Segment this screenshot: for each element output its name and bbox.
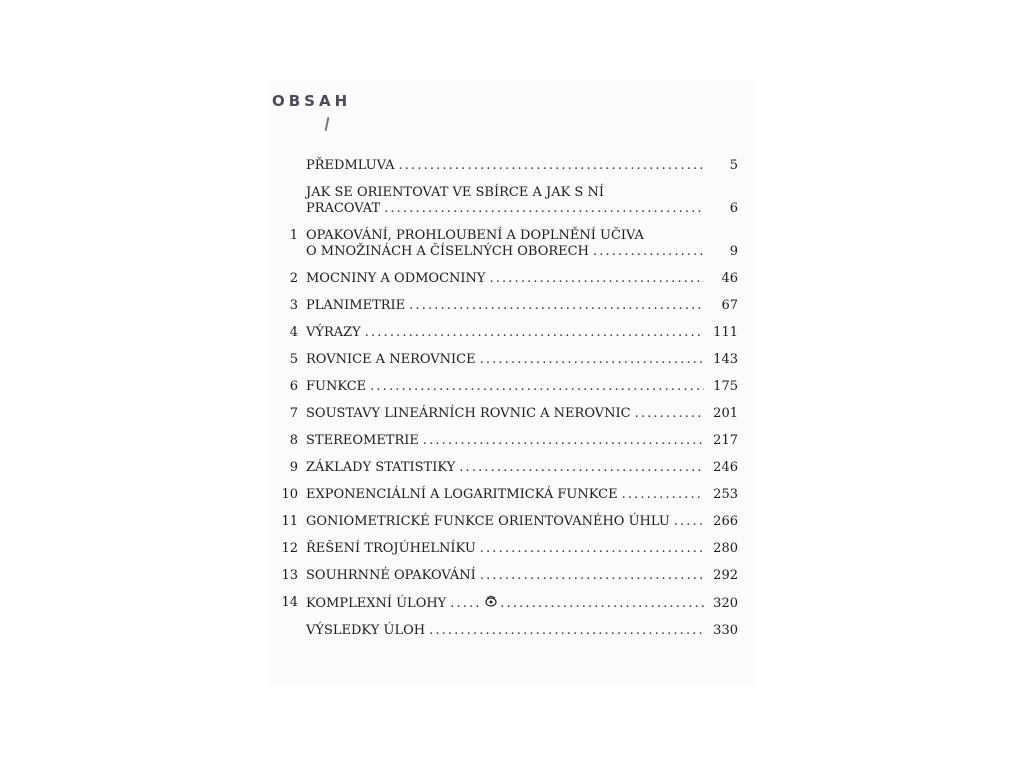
entry-body xyxy=(306,433,738,449)
entry-body xyxy=(306,228,738,260)
toc-entry xyxy=(270,379,738,395)
entry-body xyxy=(306,352,738,368)
page-number: 67 xyxy=(721,298,738,313)
chapter-title: ŘEŠENÍ TROJÚHELNÍKU xyxy=(306,541,476,556)
dot-leader xyxy=(409,298,704,314)
toc-entry xyxy=(270,623,738,639)
entry-body xyxy=(306,158,738,174)
entry-line xyxy=(306,623,738,639)
dot-leader xyxy=(450,596,482,612)
entry-body xyxy=(306,271,738,287)
dot-leader xyxy=(635,406,704,422)
entry-body xyxy=(306,406,738,422)
entry-body xyxy=(306,185,738,217)
chapter-title: ZÁKLADY STATISTIKY xyxy=(306,460,456,475)
entry-line xyxy=(306,228,738,244)
entry-line xyxy=(306,406,738,422)
dot-leader xyxy=(459,460,704,476)
toc-entry xyxy=(270,352,738,368)
entry-line xyxy=(306,325,738,341)
dot-leader xyxy=(480,541,704,557)
page-number: 175 xyxy=(713,379,738,394)
entry-body xyxy=(306,379,738,395)
page-number: 292 xyxy=(713,568,738,583)
dot-leader xyxy=(622,487,704,503)
entry-line xyxy=(306,460,738,476)
chapter-title: MOCNINY A ODMOCNINY xyxy=(306,271,486,286)
chapter-title: STEREOMETRIE xyxy=(306,433,419,448)
dot-leader xyxy=(429,623,704,639)
chapter-title: OPAKOVÁNÍ, PROHLOUBENÍ A DOPLNĚNÍ UČIVA xyxy=(306,228,644,243)
chapter-number: 13 xyxy=(281,568,298,583)
page-number: 111 xyxy=(713,325,738,340)
dot-leader xyxy=(399,158,704,174)
entry-line xyxy=(306,158,738,174)
page-number: 253 xyxy=(713,487,738,502)
entry-body xyxy=(306,487,738,503)
entry-line xyxy=(306,352,738,368)
dot-leader xyxy=(423,433,704,449)
table-of-contents xyxy=(270,158,738,650)
dot-leader xyxy=(370,379,704,395)
chapter-title: GONIOMETRICKÉ FUNKCE ORIENTOVANÉHO ÚHLU xyxy=(306,514,670,529)
entry-body xyxy=(306,595,738,612)
toc-entry xyxy=(270,158,738,174)
toc-entry xyxy=(270,460,738,476)
chapter-title: SOUSTAVY LINEÁRNÍCH ROVNIC A NEROVNIC xyxy=(306,406,631,421)
page-number: 5 xyxy=(729,158,738,173)
chapter-title: FUNKCE xyxy=(306,379,367,394)
toc-entry xyxy=(270,541,738,557)
toc-entry xyxy=(270,228,738,260)
entry-body xyxy=(306,325,738,341)
entry-line xyxy=(306,514,738,530)
page-number: 143 xyxy=(713,352,738,367)
toc-entry xyxy=(270,514,738,530)
chapter-title: ROVNICE A NEROVNICE xyxy=(306,352,476,367)
toc-entry xyxy=(270,298,738,314)
entry-line xyxy=(306,487,738,503)
seal-stamp-icon xyxy=(484,595,498,607)
chapter-number: 2 xyxy=(289,271,298,286)
dot-leader xyxy=(593,244,704,260)
toc-entry xyxy=(270,595,738,612)
entry-line xyxy=(306,541,738,557)
page-number: 201 xyxy=(713,406,738,421)
entry-body xyxy=(306,514,738,530)
chapter-title: EXPONENCIÁLNÍ A LOGARITMICKÁ FUNKCE xyxy=(306,487,618,502)
dot-leader xyxy=(384,201,704,217)
chapter-number: 5 xyxy=(289,352,298,367)
entry-body xyxy=(306,568,738,584)
chapter-title: O MNOŽINÁCH A ČÍSELNÝCH OBORECH xyxy=(306,244,589,259)
chapter-title: KOMPLEXNÍ ÚLOHY xyxy=(306,596,447,611)
chapter-title: PŘEDMLUVA xyxy=(306,158,395,173)
page-number: 266 xyxy=(713,514,738,529)
dot-leader xyxy=(480,352,704,368)
dot-leader xyxy=(365,325,704,341)
chapter-number: 11 xyxy=(281,514,298,529)
toc-entry xyxy=(270,271,738,287)
entry-body xyxy=(306,623,738,639)
chapter-title: PLANIMETRIE xyxy=(306,298,406,313)
chapter-number: 1 xyxy=(289,228,298,243)
dot-leader xyxy=(480,568,704,584)
entry-line xyxy=(306,185,738,201)
toc-entry xyxy=(270,433,738,449)
page-number: 9 xyxy=(729,244,738,259)
page-number: 246 xyxy=(713,460,738,475)
entry-line xyxy=(306,244,738,260)
entry-body xyxy=(306,460,738,476)
entry-line xyxy=(306,595,738,612)
page-number: 280 xyxy=(713,541,738,556)
page-title: OBSAH xyxy=(272,92,352,110)
entry-body xyxy=(306,298,738,314)
chapter-title: VÝSLEDKY ÚLOH xyxy=(306,623,426,638)
entry-line xyxy=(306,298,738,314)
entry-body xyxy=(306,541,738,557)
entry-line xyxy=(306,201,738,217)
dot-leader xyxy=(674,514,704,530)
entry-line xyxy=(306,568,738,584)
chapter-title: VÝRAZY xyxy=(306,325,361,340)
entry-line xyxy=(306,433,738,449)
toc-entry xyxy=(270,406,738,422)
dot-leader xyxy=(490,271,705,287)
page-number: 320 xyxy=(713,596,738,611)
chapter-number: 8 xyxy=(289,433,298,448)
chapter-number: 14 xyxy=(281,595,298,610)
page-number: 46 xyxy=(721,271,738,286)
page-number: 6 xyxy=(729,201,738,216)
chapter-title: JAK SE ORIENTOVAT VE SBÍRCE A JAK S NÍ xyxy=(306,185,604,200)
chapter-number: 6 xyxy=(289,379,298,394)
chapter-number: 12 xyxy=(281,541,298,556)
page-number: 330 xyxy=(713,623,738,638)
chapter-number: 3 xyxy=(289,298,298,313)
toc-entry xyxy=(270,325,738,341)
toc-entry xyxy=(270,568,738,584)
entry-line xyxy=(306,271,738,287)
page-number: 217 xyxy=(713,433,738,448)
chapter-number: 4 xyxy=(289,325,298,340)
chapter-number: 9 xyxy=(289,460,298,475)
chapter-title: SOUHRNNÉ OPAKOVÁNÍ xyxy=(306,568,476,583)
entry-line xyxy=(306,379,738,395)
chapter-title: PRACOVAT xyxy=(306,201,381,216)
toc-entry xyxy=(270,487,738,503)
chapter-number: 7 xyxy=(289,406,298,421)
chapter-number: 10 xyxy=(281,487,298,502)
toc-entry xyxy=(270,185,738,217)
dot-leader xyxy=(500,596,704,612)
